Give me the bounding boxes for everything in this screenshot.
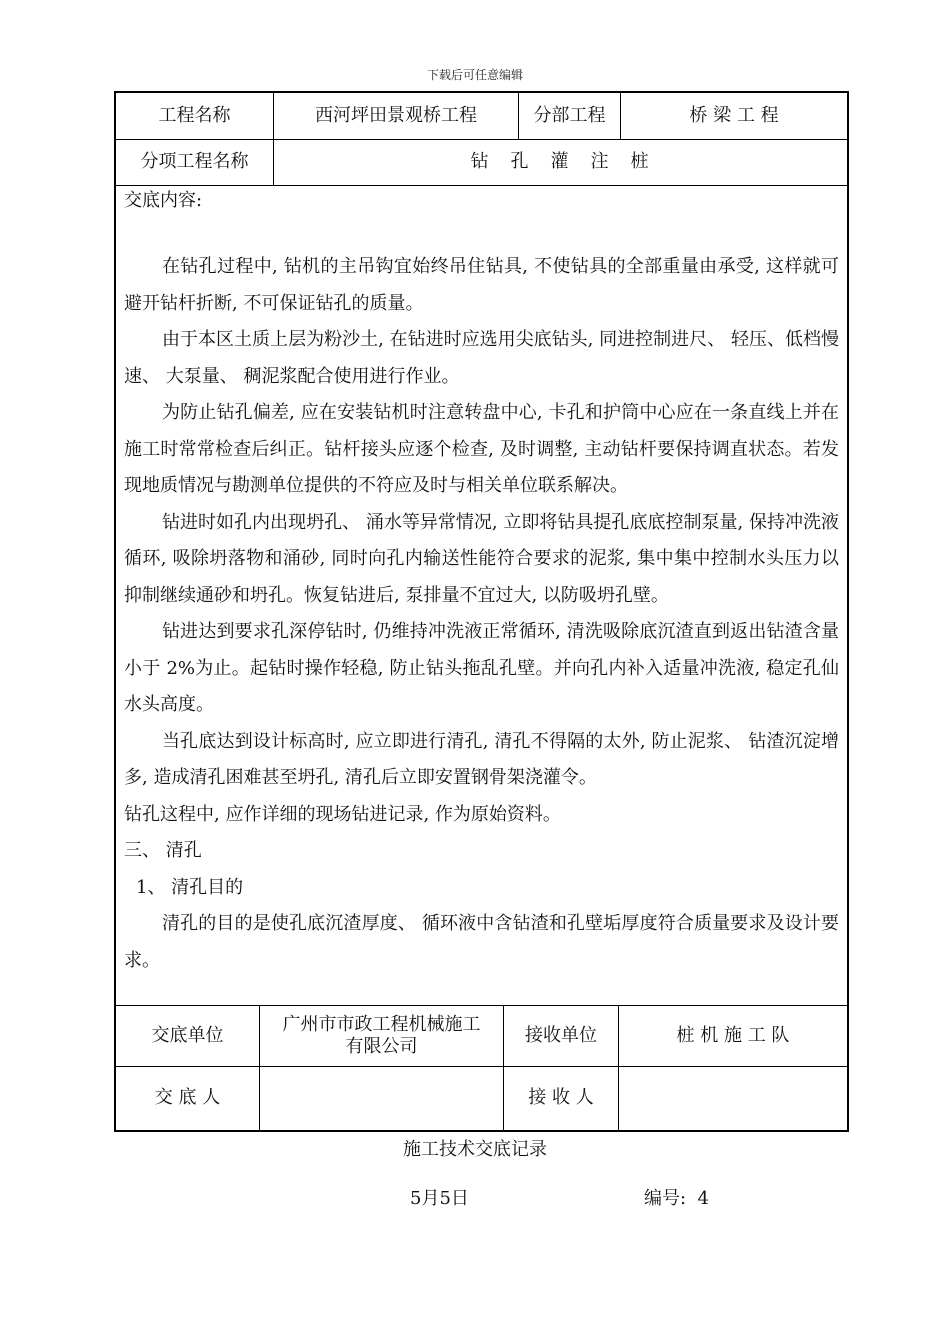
handover-person-label: 交 底 人 — [154, 1087, 221, 1109]
receiver-unit-label: 接收单位 — [525, 1024, 597, 1046]
section-three-heading: 三、 清孔 — [124, 840, 202, 861]
content-body — [124, 249, 839, 979]
handover-unit-value: 广州市市政工程机械施工有限公司 — [282, 1013, 481, 1057]
number-label: 编号: — [644, 1188, 687, 1209]
content-paragraph: 钻进达到要求孔深停钻时, 仍维持冲洗液正常循环, 清洗吸除底沉渣直到返出钻渣含量小于 2%为止。起钻时操作轻稳, 防止钻头拖乱孔壁。并向孔内补入适量冲洗液, 稳定孔仙水头高度。 — [124, 621, 839, 715]
content-paragraph: 由于本区土质上层为粉沙土, 在钻进时应选用尖底钻头, 同进控制进尺、 轻压、低档慢速、 大泵量、 稠泥浆配合使用进行作业。 — [124, 329, 839, 387]
subitem-label: 分项工程名称 — [140, 151, 249, 173]
project-name-label: 工程名称 — [158, 104, 231, 126]
subsection-heading: 1、 清孔目的 — [136, 876, 244, 898]
purpose-paragraph: 清孔的目的是使孔底沉渣厚度、 循环液中含钻渣和孔壁垢厚度符合质量要求及设计要求。 — [124, 913, 839, 971]
footer-title: 施工技术交底记录 — [403, 1139, 547, 1160]
receiver-person-value — [619, 1067, 847, 1130]
content-paragraph: 钻进时如孔内出现坍孔、 涌水等异常情况, 立即将钻具提孔底底控制泵量, 保持冲洗液循环, 吸除坍落物和涌砂, 同时向孔内输送性能符合要求的泥浆, 集中集中控制水头压力以抑制继续通砂和坍孔。恢复钻进后, 泵排量不宜过大, 以防吸坍孔壁。 — [124, 511, 839, 606]
handover-unit-label: 交底单位 — [151, 1024, 224, 1046]
handover-person-value — [260, 1067, 503, 1130]
receiver-unit-value: 桩 机 施 工 队 — [676, 1024, 790, 1046]
project-name-value: 西河坪田景观桥工程 — [315, 104, 477, 126]
content-paragraph: 在钻孔过程中, 钻机的主吊钩宜始终吊住钻具, 不使钻具的全部重量由承受, 这样就可避开钻杆折断, 不可保证钻孔的质量。 — [124, 256, 839, 314]
row-divider — [116, 185, 847, 186]
handover-table — [114, 91, 849, 1132]
footer-date: 5月5日 — [410, 1188, 469, 1209]
division-label: 分部工程 — [533, 104, 606, 126]
number-value: 4 — [697, 1188, 709, 1209]
content-paragraph: 当孔底达到设计标高时, 应立即进行清孔, 清孔不得隔的太外, 防止泥浆、 钻渣沉淀增多, 造成清孔困难甚至坍孔, 清孔后立即安置钢骨架浇灌令。 — [124, 730, 839, 788]
subitem-value: 钻 孔 灌 注 桩 — [470, 151, 651, 173]
content-label: 交底内容: — [124, 190, 203, 211]
footer-number — [644, 1184, 709, 1210]
header-note: 下载后可任意编辑 — [426, 68, 523, 82]
division-value: 桥 梁 工 程 — [689, 104, 779, 126]
record-line: 钻孔这程中, 应作详细的现场钻进记录, 作为原始资料。 — [124, 803, 561, 825]
receiver-person-label: 接 收 人 — [528, 1087, 594, 1109]
content-paragraph: 为防止钻孔偏差, 应在安装钻机时注意转盘中心, 卡孔和护筒中心应在一条直线上并在施工时常常检查后纠正。钻杆接头应逐个检查, 及时调整, 主动钻杆要保持调直状态。若发现地质情况与勘测单位提供的不符应及时与相关单位联系解决。 — [124, 402, 839, 496]
